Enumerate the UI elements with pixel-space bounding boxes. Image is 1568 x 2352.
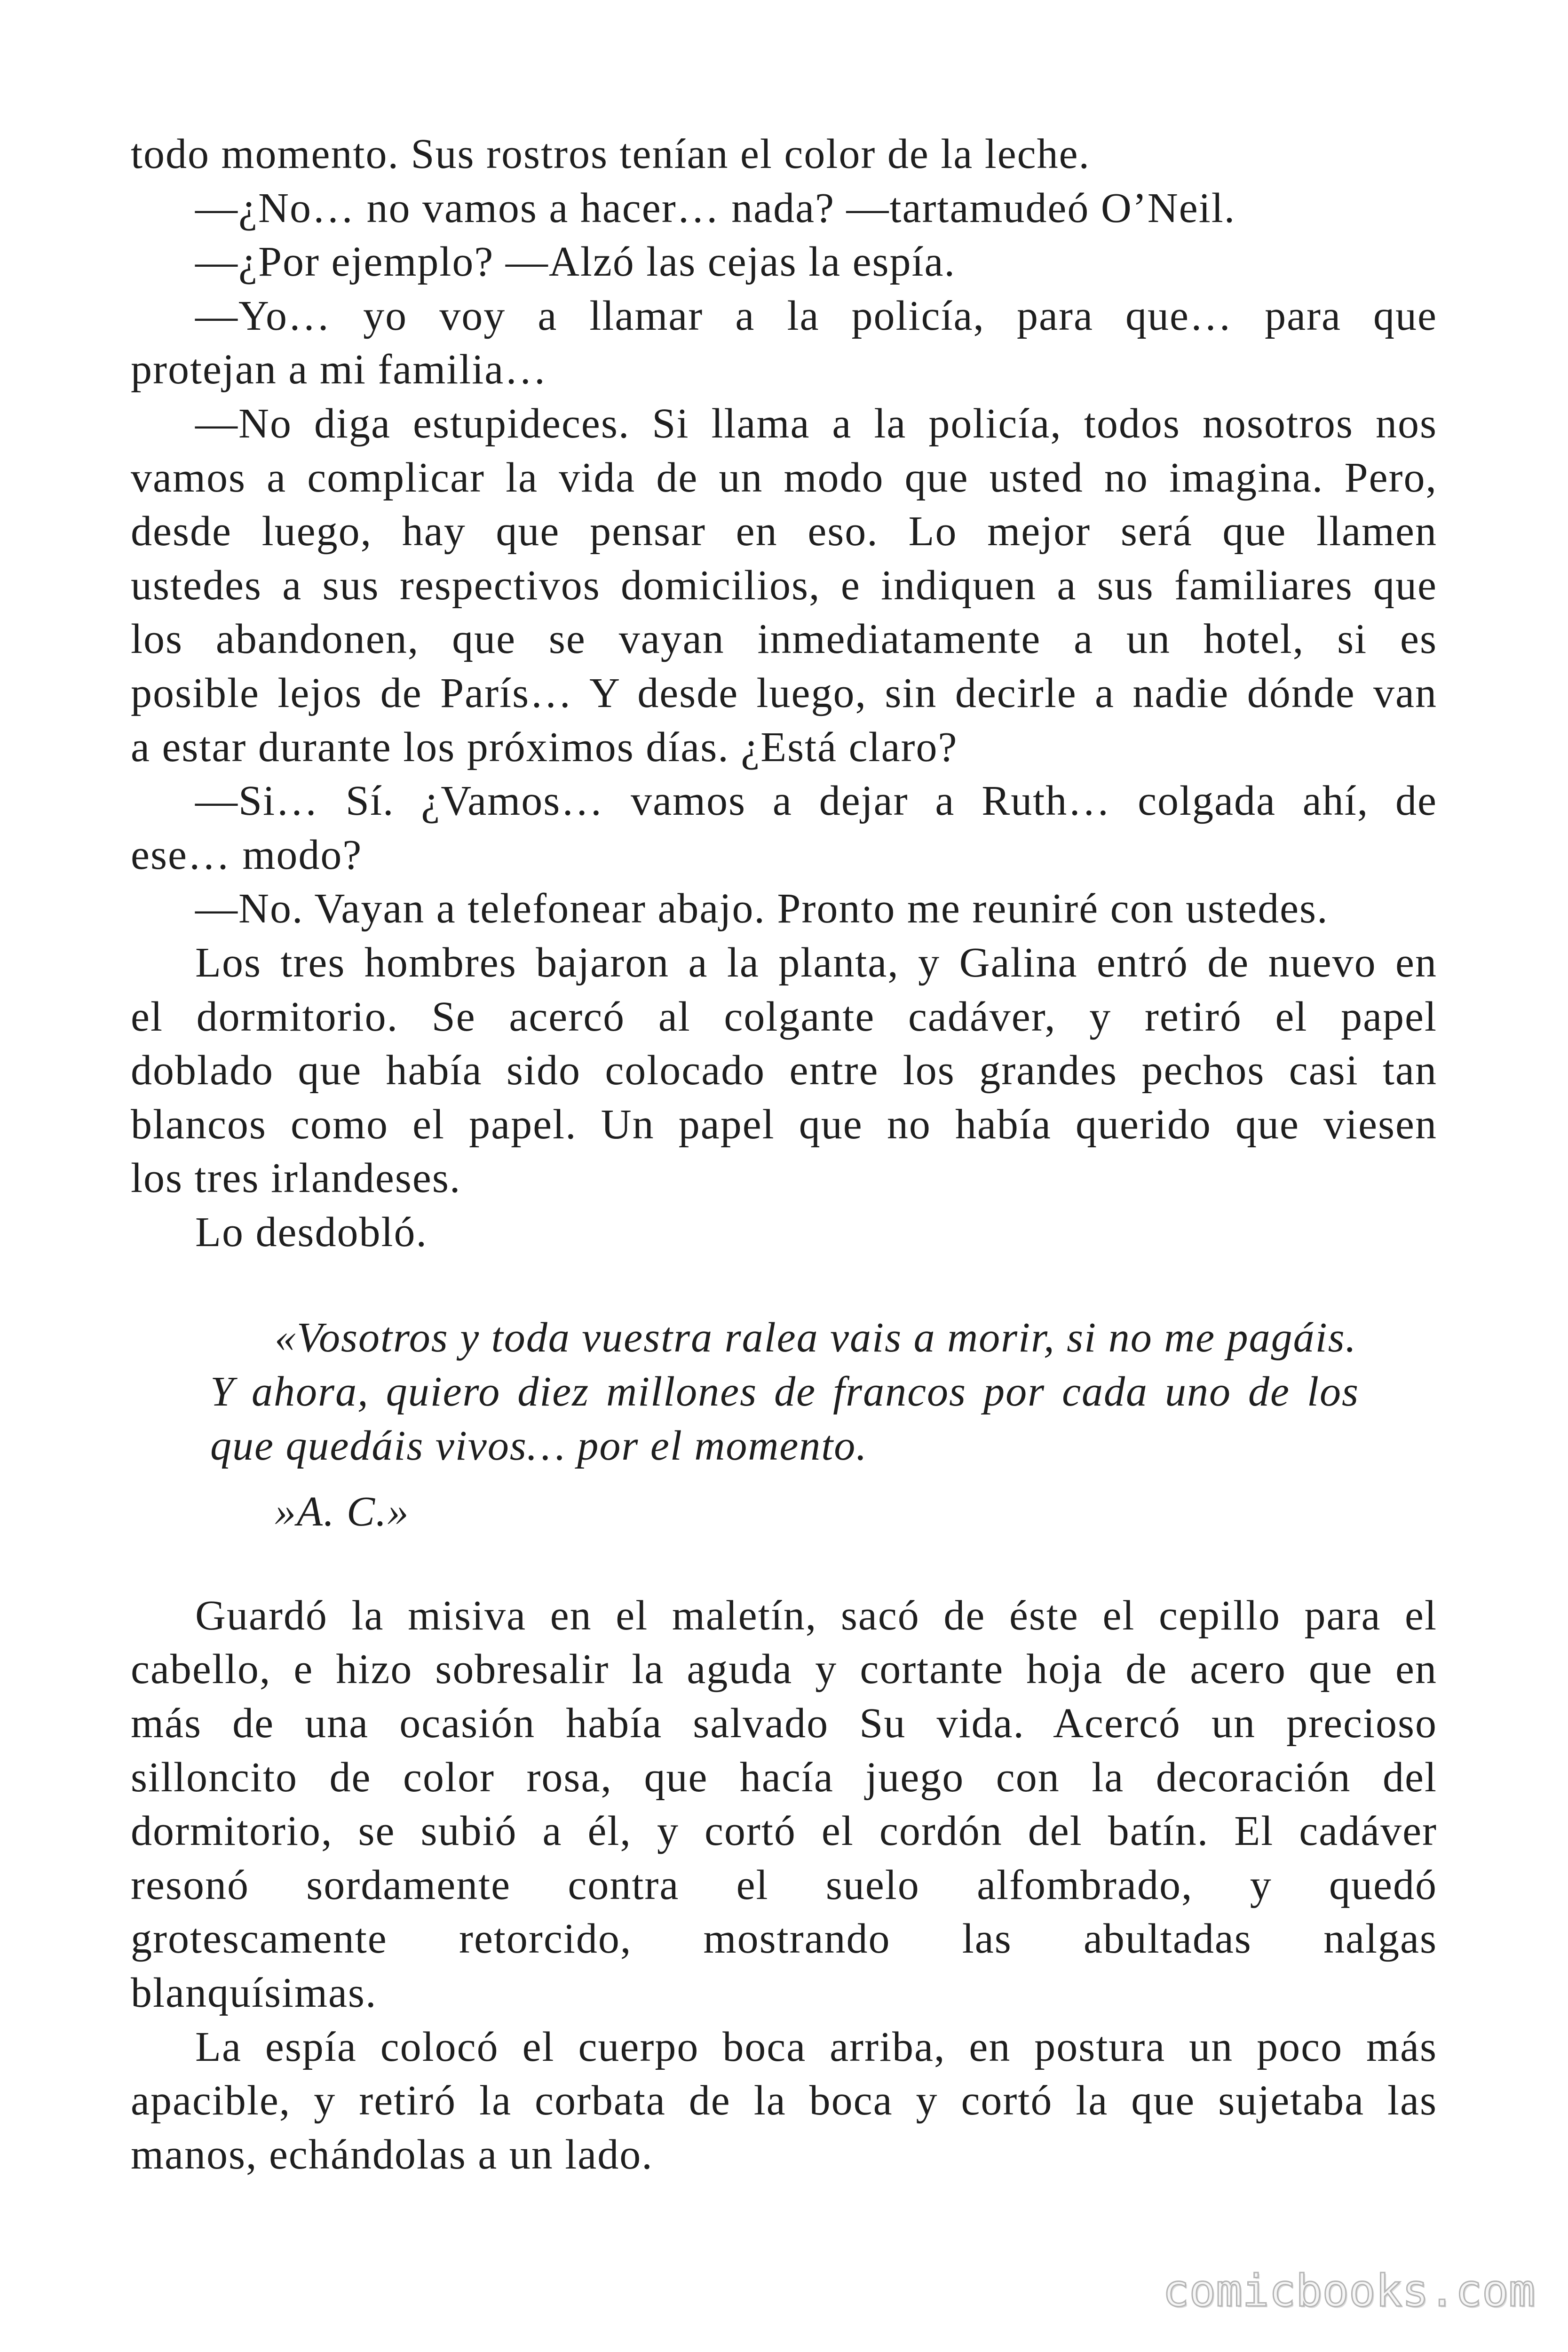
paragraph — [131, 397, 1437, 774]
paragraph — [131, 1589, 1437, 2020]
paragraph — [131, 127, 1437, 182]
text-line: cabello, e hizo sobresalir la aguda y cortante hoja de acero que en — [131, 1646, 1437, 1693]
quoted-letter — [210, 1311, 1359, 1539]
text-line: —No diga estupideces. Si llama a la policía, todos nosotros nos — [195, 400, 1437, 447]
text-line: resonó sordamente contra el suelo alfombrado, y quedó — [131, 1861, 1437, 1908]
text-line: los tres irlandeses. — [131, 1155, 461, 1202]
text-line: blanquísimas. — [131, 1970, 377, 2016]
text-line: —Yo… yo voy a llamar a la policía, para que… para que — [195, 292, 1437, 339]
text-line: los abandonen, que se vayan inmediatamente a un hotel, si es — [131, 616, 1437, 663]
paragraph — [131, 182, 1437, 236]
text-line: ese… modo? — [131, 831, 363, 878]
text-line: blancos como el papel. Un papel que no había querido que viesen — [131, 1101, 1437, 1148]
paragraph — [131, 235, 1437, 289]
book-page-text — [131, 127, 1437, 2182]
text-line: Lo desdobló. — [195, 1208, 428, 1255]
text-line: manos, echándolas a un lado. — [131, 2131, 653, 2178]
paragraph — [131, 936, 1437, 1206]
text-line: vamos a complicar la vida de un modo que usted no imagina. Pero, — [131, 454, 1437, 501]
text-line: —¿Por ejemplo? —Alzó las cejas la espía. — [195, 238, 956, 286]
text-line: apacible, y retiró la corbata de la boca y cortó la que sujetaba las — [131, 2077, 1437, 2124]
text-line: a estar durante los próximos días. ¿Está claro? — [131, 723, 958, 771]
letter-line: «Vosotros y toda vuestra ralea vais a morir, si no me pagáis. — [275, 1314, 1357, 1361]
text-line: posible lejos de París… Y desde luego, sin decirle a nadie dónde van — [131, 669, 1437, 716]
watermark: comicbooks.com — [1163, 2265, 1536, 2317]
text-line: La espía colocó el cuerpo boca arriba, en postura un poco más — [195, 2023, 1437, 2070]
paragraph — [131, 289, 1437, 397]
text-line: silloncito de color rosa, que hacía juego con la decoración del — [131, 1754, 1437, 1801]
paragraph — [131, 2020, 1437, 2182]
text-line: protejan a mi familia… — [131, 346, 548, 393]
text-line: Guardó la misiva en el maletín, sacó de éste el cepillo para el — [195, 1592, 1437, 1639]
text-line: —¿No… no vamos a hacer… nada? —tartamudeó O’Neil. — [195, 184, 1236, 231]
letter-line: Y ahora, quiero diez millones de francos por cada uno de los — [210, 1368, 1359, 1415]
text-line: más de una ocasión había salvado Su vida. Acercó un precioso — [131, 1700, 1437, 1747]
letter-signature: »A. C.» — [275, 1488, 410, 1535]
text-line: —Si… Sí. ¿Vamos… vamos a dejar a Ruth… colgada ahí, de — [195, 778, 1437, 825]
text-line: desde luego, hay que pensar en eso. Lo mejor será que llamen — [131, 508, 1437, 555]
text-line: —No. Vayan a telefonear abajo. Pronto me reuniré con ustedes. — [195, 885, 1329, 932]
text-line: doblado que había sido colocado entre los grandes pechos casi tan — [131, 1047, 1437, 1094]
letter-line: que quedáis vivos… por el momento. — [210, 1422, 868, 1469]
text-line: todo momento. Sus rostros tenían el color de la leche. — [131, 131, 1091, 177]
paragraph — [131, 882, 1437, 936]
text-line: el dormitorio. Se acercó al colgante cadáver, y retiró el papel — [131, 993, 1437, 1040]
paragraph — [131, 774, 1437, 882]
text-line: dormitorio, se subió a él, y cortó el cordón del batín. El cadáver — [131, 1808, 1437, 1855]
paragraph — [131, 1206, 1437, 1260]
text-line: ustedes a sus respectivos domicilios, e indiquen a sus familiares que — [131, 562, 1437, 609]
text-line: Los tres hombres bajaron a la planta, y Galina entró de nuevo en — [195, 939, 1437, 986]
text-line: grotescamente retorcido, mostrando las abultadas nalgas — [131, 1915, 1437, 1963]
